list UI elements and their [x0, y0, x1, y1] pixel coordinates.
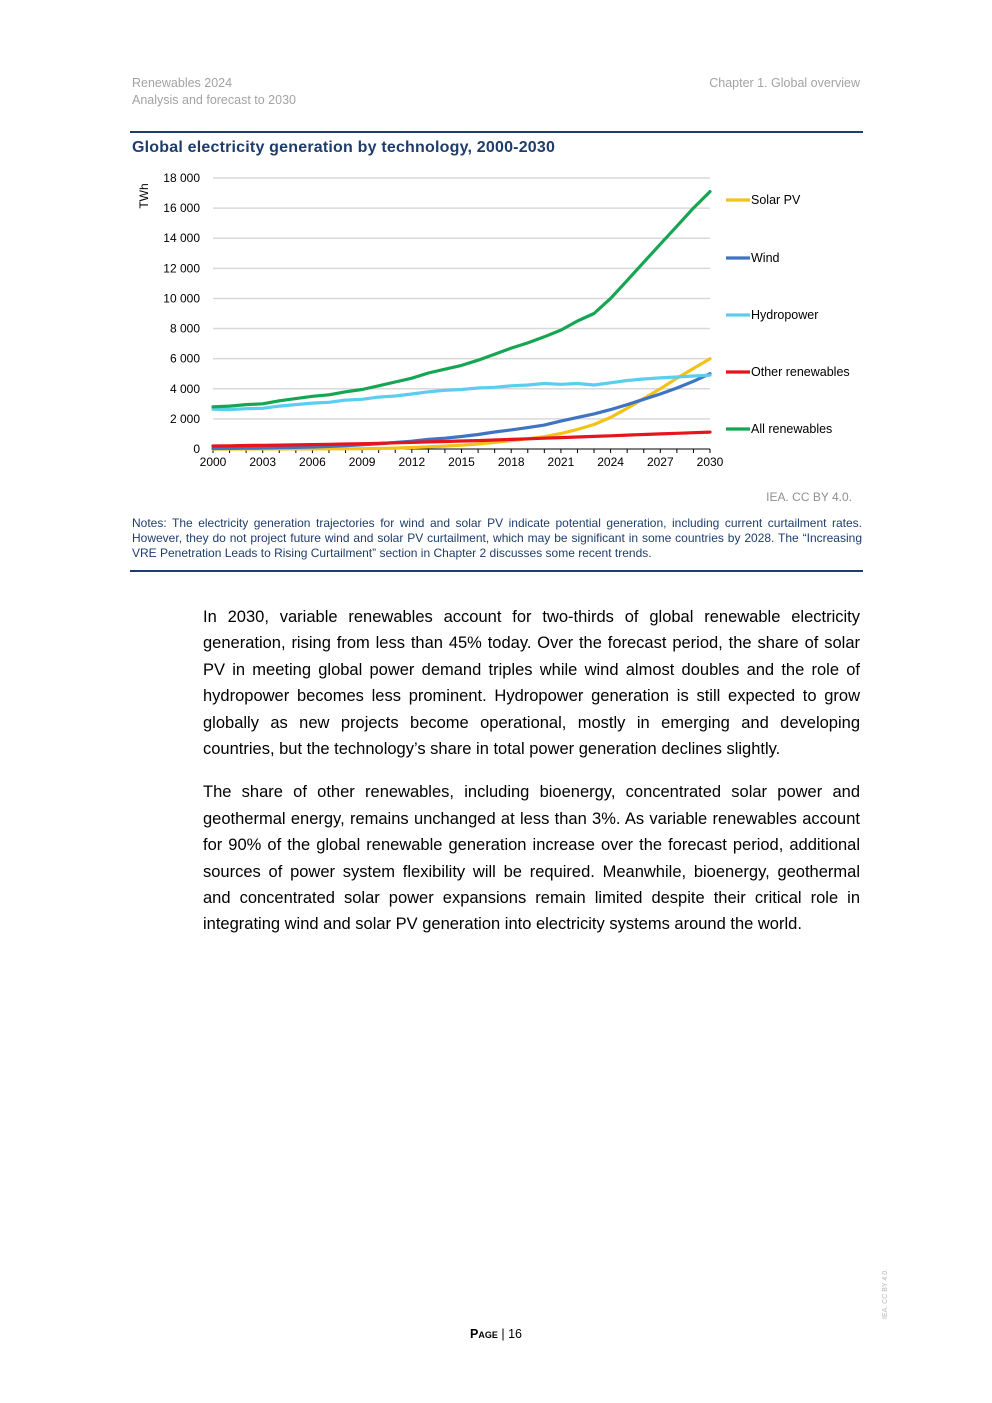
figure-title: Global electricity generation by technology, 2000-2030	[132, 139, 556, 156]
page-footer	[0, 1327, 992, 1341]
x-tick-label: 2006	[299, 455, 326, 469]
figure-credit: IEA. CC BY 4.0.	[766, 490, 852, 504]
y-tick-label: 6 000	[169, 351, 200, 366]
chapter-title: Chapter 1. Global overview	[709, 76, 860, 90]
legend-label: Other renewables	[751, 365, 850, 379]
legend-label: Wind	[751, 251, 780, 265]
x-tick-label: 2021	[547, 455, 575, 469]
y-tick-label: 2 000	[169, 411, 200, 426]
page-label: Page	[470, 1327, 498, 1341]
x-tick-label: 2012	[398, 455, 426, 469]
x-tick-label: 2024	[597, 455, 624, 469]
x-tick-label: 2027	[646, 455, 674, 469]
body-paragraph-1: In 2030, variable renewables account for two-thirds of global renewable electricity generation, rising from less than 45% today. Over the forecast period, the share of solar PV in meeting global power demand triples while wind almost doubles and the role of hydropower becomes less prominent. Hydropower generation is still expected to grow globally as new projects become operational, mostly in emerging and developing countries, but the technology’s share in total power generation declines slightly.	[203, 608, 860, 759]
running-header-right	[709, 75, 860, 92]
page-separator: |	[497, 1327, 509, 1341]
y-tick-label: 14 000	[163, 231, 200, 246]
y-tick-label: 18 000	[163, 171, 200, 185]
y-tick-label: 8 000	[169, 321, 200, 336]
x-tick-label: 2009	[348, 455, 376, 469]
running-header-left	[132, 75, 296, 109]
y-tick-label: 16 000	[163, 201, 200, 216]
x-tick-label: 2018	[497, 455, 525, 469]
page-number: 16	[508, 1327, 522, 1341]
x-tick-label: 2015	[448, 455, 475, 469]
legend-label: All renewables	[751, 422, 833, 436]
figure-notes: Notes: The electricity generation trajectories for wind and solar PV indicate potential generation, including current curtailment rates. However, they do not project future wind and solar PV curtailment, which may be significant in some countries by 2028. The “Increasing VRE Penetration Leads to Rising Curtailment” section in Chapter 2 discusses some recent trends.	[132, 516, 862, 560]
y-tick-label: 4 000	[169, 381, 200, 396]
x-tick-label: 2030	[696, 455, 724, 469]
report-title: Renewables 2024	[132, 76, 233, 90]
line-chart	[130, 163, 860, 485]
figure-bottom-rule	[130, 570, 863, 572]
y-tick-label: 12 000	[163, 261, 200, 276]
body-text	[203, 604, 860, 955]
y-tick-label: 0	[193, 442, 200, 456]
y-tick-label: 10 000	[163, 291, 200, 306]
body-paragraph-2: The share of other renewables, including bioenergy, concentrated solar power and geothermal energy, remains unchanged at less than 3%. As variable renewables account for 90% of the global renewable generation increase over the forecast period, additional sources of power system flexibility will be required. Meanwhile, bioenergy, geothermal and concentrated solar power expansions remain limited despite their critical role in integrating wind and solar PV generation into electricity systems around the world.	[203, 783, 860, 934]
y-axis-label: TWh	[137, 183, 151, 209]
legend-label: Solar PV	[751, 193, 801, 207]
series-line-all-renewables	[213, 192, 710, 407]
legend-label: Hydropower	[751, 308, 819, 322]
side-watermark: IEA. CC BY 4.0.	[882, 1268, 889, 1319]
x-tick-label: 2000	[199, 455, 227, 469]
x-tick-label: 2003	[249, 455, 277, 469]
figure-top-rule	[130, 131, 863, 133]
report-subtitle: Analysis and forecast to 2030	[132, 93, 296, 107]
series-line-wind	[213, 374, 710, 449]
